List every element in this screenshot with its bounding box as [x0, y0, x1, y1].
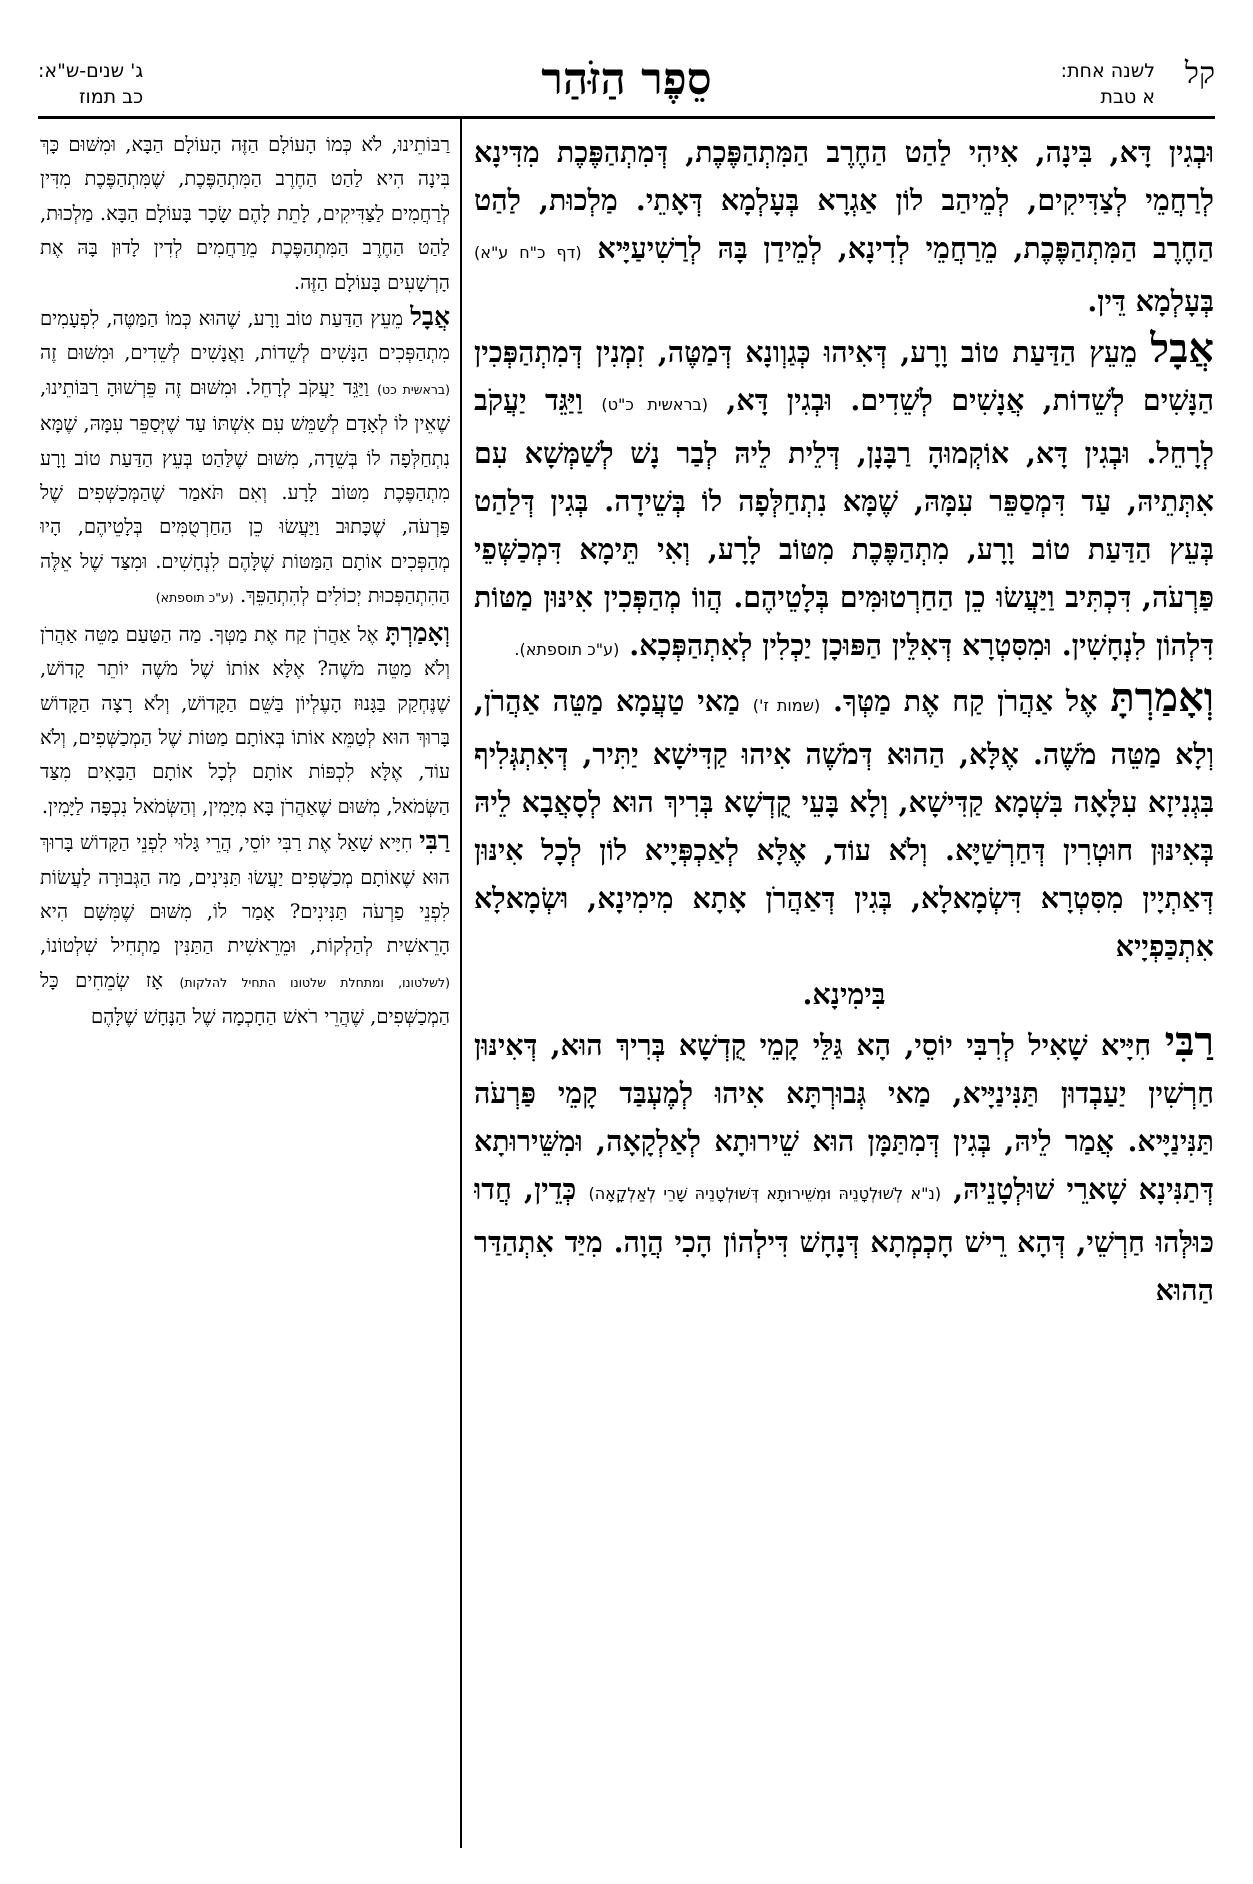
source-reference: (דף כ"ח ע"א) [474, 243, 582, 262]
source-reference: (נ"א לְשׁוּלְטָנֵיהּ וּמִשֵּׁירוּתָא דְּשׁוּלְטָנֵיהּ שָׁרֵי לְאַלְקָאָה) [588, 1184, 942, 1203]
source-reference: (שמות ז') [752, 696, 821, 715]
opening-word: אֲבָל [410, 302, 450, 332]
page-number: קל [1184, 56, 1215, 91]
source-reference: (בראשית כ"ט) [601, 395, 709, 414]
schedule-label: ג' שנים-ש"א: [38, 60, 144, 82]
header-rule [38, 116, 1215, 119]
schedule-label: לשנה אחת: [1060, 60, 1155, 82]
book-title: סֵפֶר הַזֹּהַר [541, 54, 712, 105]
paragraph: רַבִּי חִיָּיא שָׁאַל אֶת רַבִּי יוֹסֵי, הֲרֵי גָּלוּי לִפְנֵי הַקָּדוֹשׁ בָּרוּךְ הוּא שֶׁאוֹתָם מְכַשְּׁפִים יַעֲשׂוּ תַּנִּינִים, מַה הַגְּבוּרָה לַעֲשׂוֹת לִפְנֵי פַרְעֹה תַּנִּינִים? אָמַר לוֹ, מִשּׁוּם שֶׁמִּשָּׁם הִיא הָרֵאשִׁית לְהַלְקוֹת, וּמֵרֵאשִׁית הַתַּנִּין מַתְחִיל שִׁלְטוֹנוֹ, (לשלטונו, ומתחלת שלטונו התחיל להלקות) אָז שְׂמֵחִים כָּל הַמְכַשְּׁפִים, שֶׁהֲרֵי רֹאשׁ הַחָכְמָה שֶׁל הַנָּחָשׁ שֶׁלָּהֶם [40, 826, 450, 1029]
paragraph: אֲבָל מֵעֵץ הַדַּעַת טוֹב וָרָע, דְּאִיהוּ כְּגַוְונָא דְּמַטֶּה, זִמְנִין דְּמִתְהַפְּכִין הַנָּשִׁים לְשֵׁדוֹת, אֲנָשִׁים לְשֵׁדִים. וּבְגִין דָּא, (בראשית כ"ט) וַיַּגֵּד יַעֲקֹב לְרָחֵל. וּבְגִין דָּא, אוֹקְמוּהָ רַבָּנָן, דְּלֵית לֵיהּ לְבַר נָשׁ לְשַׁמְּשָׁא עִם אִתְּתֵיהּ, עַד דִּמְסַפֵּר עִמָּהּ, שֶׁמָּא נִתְחַלְּפָה לוֹ בְּשֵׁידָה. בְּגִין דְּלַהַט בְּעֵץ הַדַּעַת טוֹב וָרָע, מִתְהַפֶּכֶת מִטּוֹב לָרָע, וְאִי תֵּימָא דִּמְכַשְּׁפֵי פַּרְעֹה, דִּכְתִּיב וַיַּעֲשׂוּ כֵן הַחַרְטוּמִּים בְּלָטֵיהֶם. הֲווֹ מְהַפְּכִין אִינּוּן מַטּוֹת דִּלְהוֹן לִנְחָשִׁין. וּמִסִּטְרָא דְּאִלֵּין הַפּוּכָן יַכְלִין לְאִתְהַפְּכָא. (ע"כ תוספתא). [474, 325, 1214, 662]
opening-word: וְאָמַרְתָּ [1110, 674, 1214, 721]
source-reference: (ע"כ תוספתא) [155, 590, 234, 606]
source-reference: (לשלטונו, ומתחלת שלטונו התחיל להלקות) [179, 974, 450, 990]
schedule-one-year [1061, 58, 1155, 110]
schedule-three-years [38, 58, 143, 110]
paragraph: וְאָמַרְתָּ אֶל אַהֲרֹן קַח אֶת מַטְּךָ. מַה הַטַּעַם מַטֵּה אַהֲרֹן וְלֹא מַטֵּה מֹשֶׁה? אֶלָּא אוֹתוֹ שֶׁל מֹשֶׁה יוֹתֵר קָדוֹשׁ, שֶׁנֶּחְקַק בַּגָּנוּז הָעֶלְיוֹן בַּשֵּׁם הַקָּדוֹשׁ, וְלֹא רָצָה הַקָּדוֹשׁ בָּרוּךְ הוּא לְטַמֵּא אוֹתוֹ בְּאוֹתָם מַטּוֹת שֶׁל הַמְכַשְּׁפִים, וְלֹא עוֹד, אֶלָּא לִכְפּוֹת אוֹתָם לְכָל אוֹתָם הַבָּאִים מִצַּד הַשְּׂמֹאל, מִשּׁוּם שֶׁאַהֲרֹן בָּא מִיָּמִין, וְהַשְּׂמֹאל נִכְפָּה לַיָּמִין. [40, 617, 450, 818]
paragraph: אֲבָל מֵעֵץ הַדַּעַת טוֹב וָרָע, שֶׁהוּא כְּמוֹ הַמַּטֶּה, לִפְעָמִים מִתְהַפְּכִים הַנָּשִׁים לְשֵׁדוֹת, וַאֲנָשִׁים לְשֵׁדִים, וּמִשּׁוּם זֶה (בראשית כט) וַיַּגֵּד יַעֲקֹב לְרָחֵל. וּמִשּׁוּם זֶה פֵּרְשׁוּהָ רַבּוֹתֵינוּ, שֶׁאֵין לוֹ לְאָדָם לְשַׁמֵּשׁ עִם אִשְׁתּוֹ עַד שֶׁיְּסַפֵּר עִמָּהּ, שֶׁמָּא נִתְחַלְּפָה לוֹ בְּשֵׁדָה, מִשּׁוּם שֶׁלַּהַט בְּעֵץ הַדַּעַת טוֹב וָרָע מִתְהַפֶּכֶת מִטּוֹב לָרָע. וְאִם תֹּאמַר שֶׁהַמְּכַשְּׁפִים שֶׁל פַּרְעֹה, שֶׁכָּתוּב וַיַּעֲשׂוּ כֵן הַחַרְטֻמִּים בְּלָטֵיהֶם, הָיוּ מְהַפְּכִים אוֹתָם הַמַּטּוֹת שֶׁלָּהֶם לִנְחָשִׁים. וּמִצַּד שֶׁל אֵלֶּה הַהִתְהַפְּכוּת יְכוֹלִים לְהִתְהַפֵּךְ. (ע"כ תוספתא) [40, 302, 450, 608]
paragraph: רַבִּי חִיָּיא שָׁאִיל לְרִבִּי יוֹסֵי, הָא גַּלֵּי קָמֵי קֻדְשָׁא בְּרִיךְ הוּא, דְּאִינּוּן חַרְשִׁין יַעַבְדוּן תַּנִּינַיָּיא, מַאי גְּבוּרְתָּא אִיהוּ לְמֶעְבַּד קָמֵי פַּרְעֹה תַּנִּינַיָּיא. אֲמַר לֵיהּ, בְּגִין דְּמִתַּמָּן הוּא שֵׁירוּתָא לְאַלְקָאָה, וּמִשֵּׁירוּתָא דְּתַנִּינָא שָׁארֵי שׁוּלְטָנֵיהּ, (נ"א לְשׁוּלְטָנֵיהּ וּמִשֵּׁירוּתָא דְּשׁוּלְטָנֵיהּ שָׁרֵי לְאַלְקָאָה) כְּדֵין, חֲדוּ כּוּלְּהוּ חַרְשֵׁי, דְּהָא רֵישׁ חָכְמְתָא דְּנָחָשׁ דִּילְהוֹן הָכִי הֲוָה. מִיַּד אִתְהַדַּר הַהוּא [474, 1018, 1214, 1307]
source-reference: (ע"כ תוספתא). [514, 640, 620, 659]
page-header [38, 52, 1215, 118]
paragraph: וְאָמַרְתָּ אֶל אַהֲרֹן קַח אֶת מַטְּךָ. (שמות ז') מַאי טַעֲמָא מַטֵּה אַהֲרֹן, וְלָא מַטֵּה מֹשֶׁה. אֶלָּא, הַהוּא דְּמֹשֶׁה אִיהוּ קַדִּישָׁא יַתִּיר, דְּאִתְגְּלִיף בִּגְנִיזָא עִלָּאָה בִּשְׁמָא קַדִּישָׁא, וְלָא בָּעֵי קֻדְשָׁא בְּרִיךְ הוּא לְסָאֲבָא לֵיהּ בְּאִינּוּן חוּטְרִין דְּחַרְשַׁיָּא. וְלֹא עוֹד, אֶלָּא לְאַכְפְּיָיא לוֹן לְכָל אִינּוּן דְּאַתְיָין מִסִּטְרָא דִּשְׂמָאלָא, בְּגִין דְּאַהֲרֹן אָתָא מִימִינָא, וּשְׂמָאלָא אִתְכַּפְיָיא [474, 674, 1214, 963]
column-divider [460, 118, 462, 1848]
aramaic-text-column [474, 128, 1214, 1848]
opening-word: רַבִּי [1164, 1018, 1214, 1065]
paragraph: רַבּוֹתֵינוּ, לֹא כְּמוֹ הָעוֹלָם הַזֶּה הָעוֹלָם הַבָּא, וּמִשּׁוּם כָּךְ בִּינָה הִיא לַהַט הַחֶרֶב הַמִּתְהַפֶּכֶת, שֶׁמִּתְהַפֶּכֶת מִדִּין לְרַחֲמִים לַצַּדִּיקִים, לָתֵת לָהֶם שָׂכָר בָּעוֹלָם הַבָּא. מַלְכוּת, לַהַט הַחֶרֶב הַמִּתְהַפֶּכֶת מֵרַחֲמִים לְדִין לָדוּן בָּהּ אֶת הָרְשָׁעִים בָּעוֹלָם הַזֶּה. [40, 133, 450, 294]
paragraph-end: בִּימִינָא. [802, 977, 886, 1011]
schedule-date: א טבת [1100, 86, 1155, 108]
schedule-date: כב תמוז [78, 86, 144, 108]
opening-word: וְאָמַרְתָּ [385, 617, 450, 647]
source-reference: (בראשית כט) [377, 381, 450, 397]
opening-word: אֲבָל [1150, 325, 1214, 372]
paragraph: וּבְגִין דָּא, בִּינָה, אִיהִי לַהַט הַחֶרֶב הַמִּתְהַפֶּכֶת, דְּמִתְהַפֶּכֶת מִדִּינָא לְרַחֲמֵי לְצַדִּיקִים, לְמֵיהַב לוֹן אַגְרָא בְּעָלְמָא דְּאָתֵי. מַלְכוּת, לַהַט הַחֶרֶב הַמִּתְהַפֶּכֶת, מֵרַחֲמֵי לְדִינָא, לְמֵידַן בָּהּ לְרַשִׁיעַיָּיא (דף כ"ח ע"א) בְּעָלְמָא דֵּין. [474, 135, 1214, 318]
opening-word: רַבִּי [419, 826, 450, 856]
hebrew-translation-column [40, 128, 450, 1848]
